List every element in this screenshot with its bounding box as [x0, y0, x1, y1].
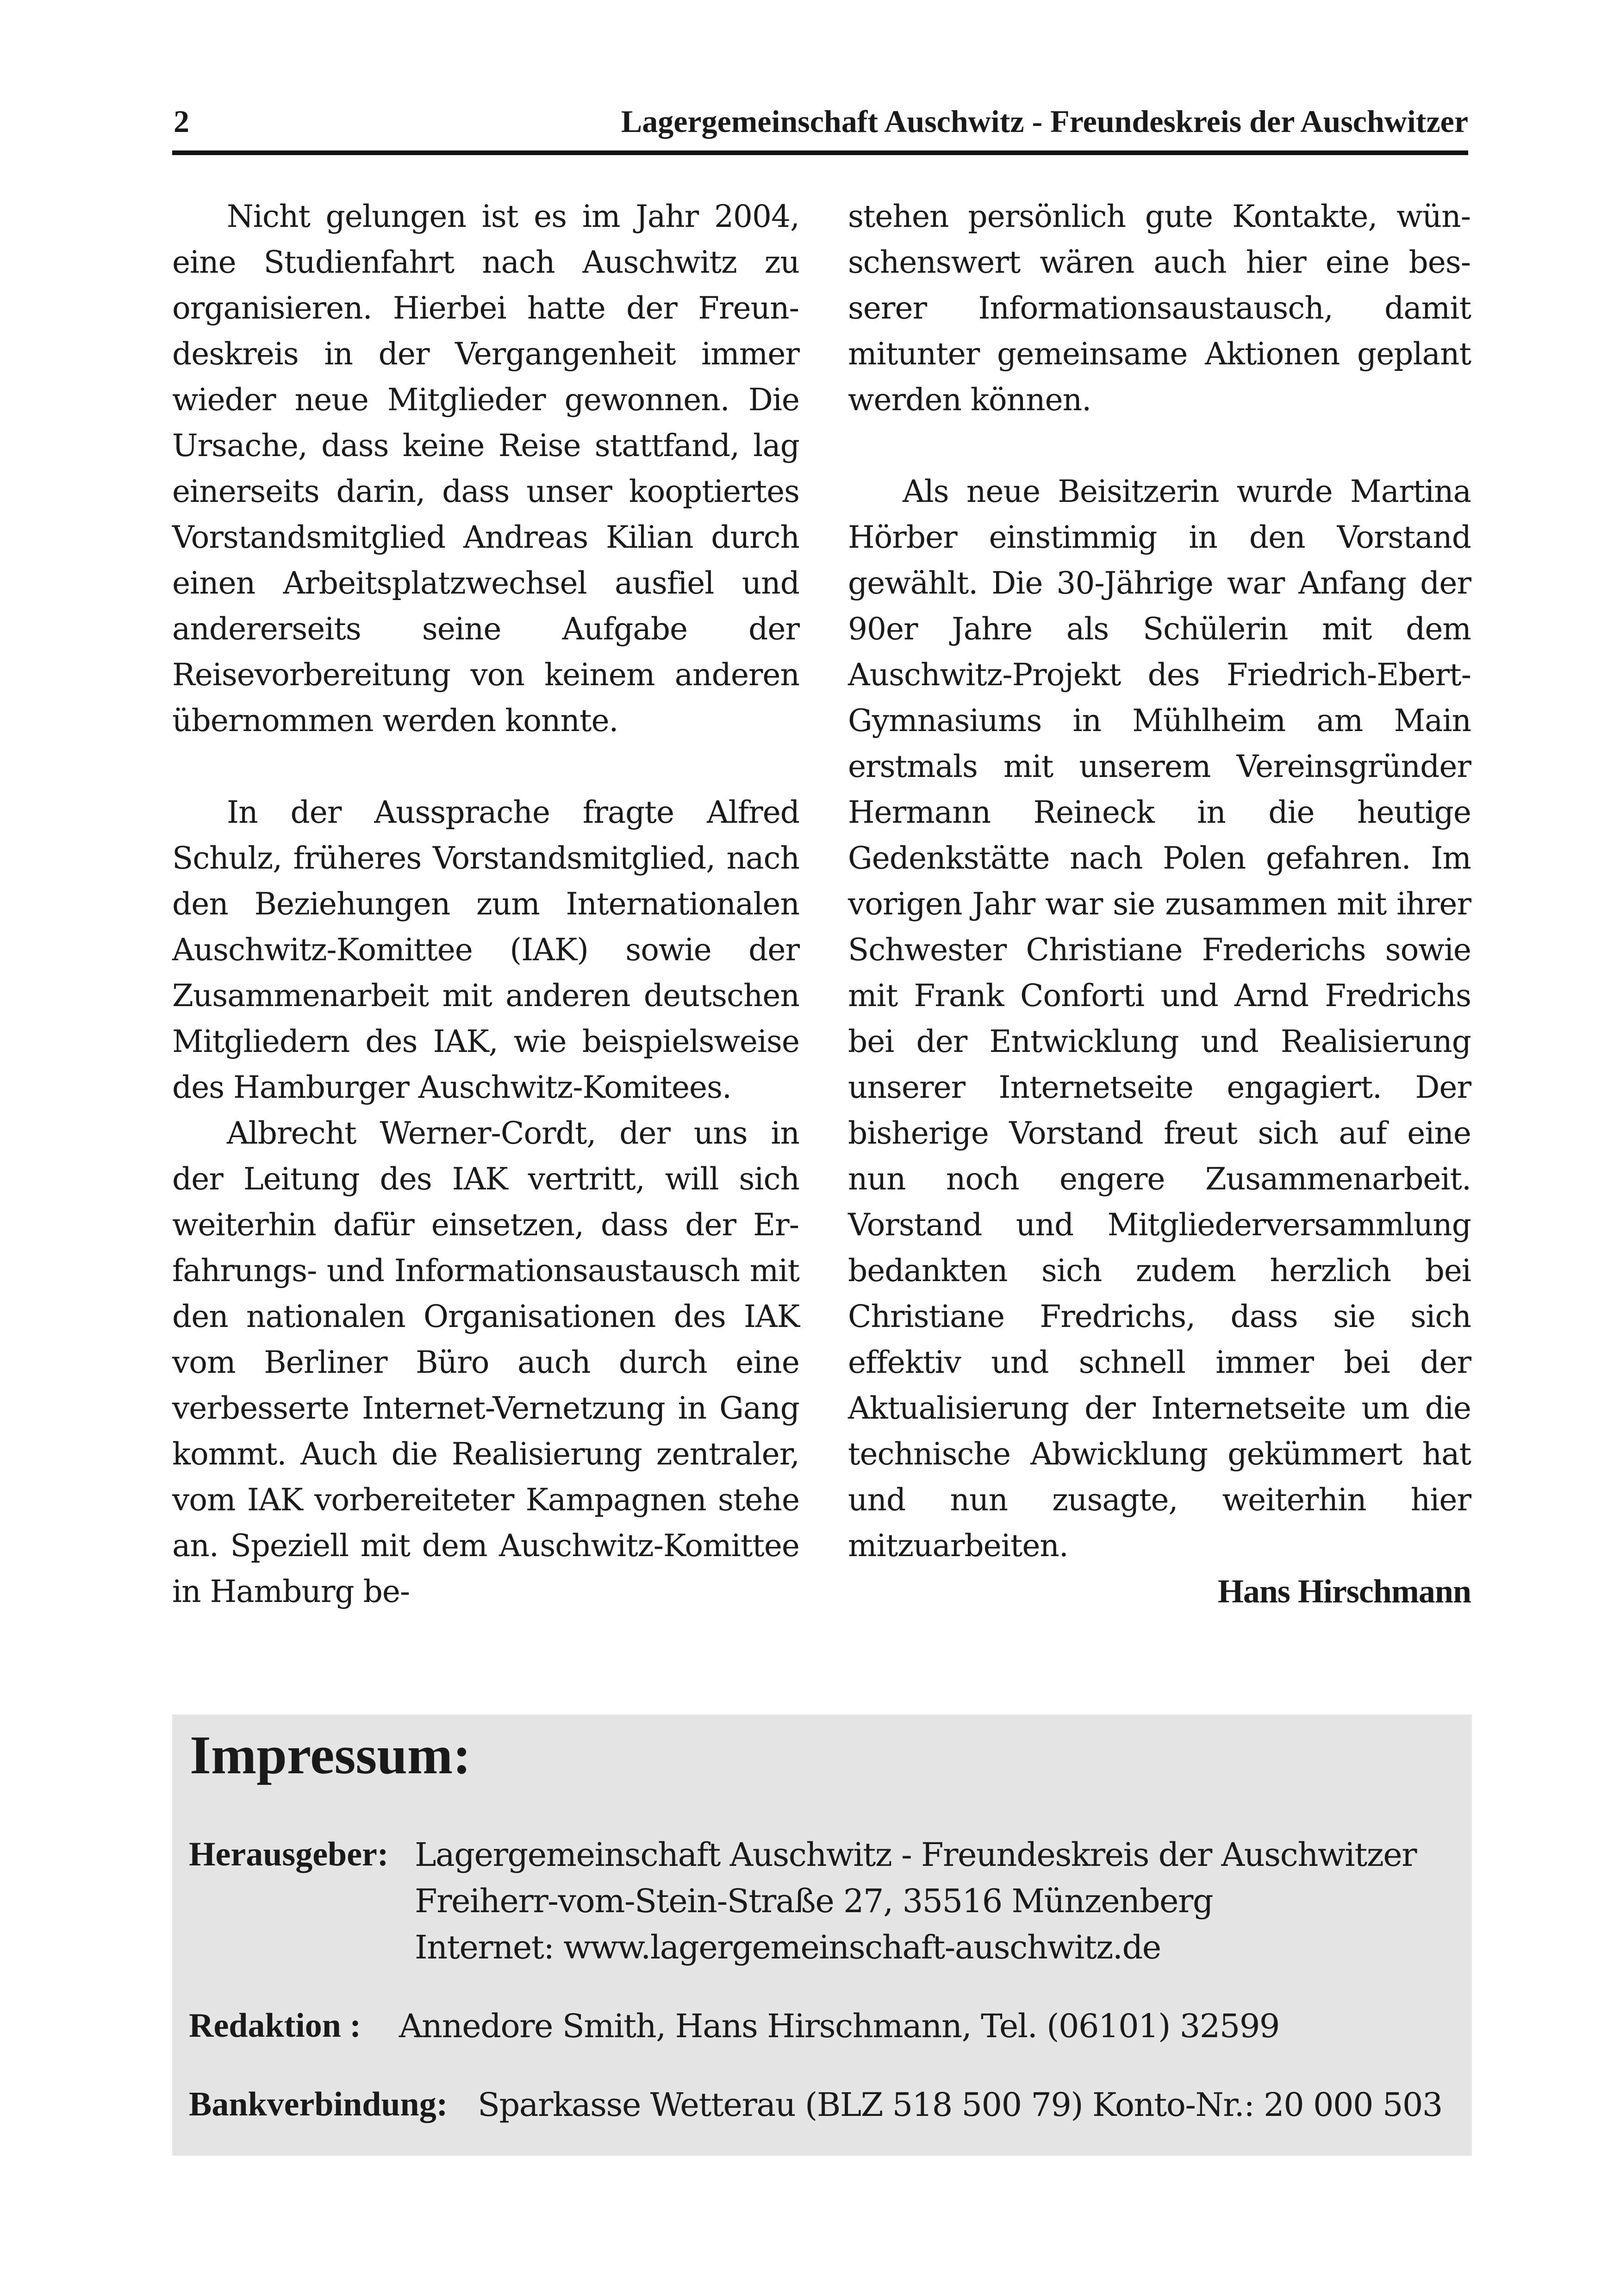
article-right-column	[848, 194, 1471, 1614]
running-title: Lagergemeinschaft Auschwitz - Freundeskreis der Auschwitzer	[621, 104, 1468, 139]
paragraph: Als neue Beisitzerin wurde Martina Hörber einstimmig in den Vorstand gewählt. Die 30-Jährige war Anfang der 90er Jahre als Schülerin mit dem Auschwitz-Projekt des Friedrich-Ebert-Gymnasiums in Mühlheim am Main erstmals mit unserem Vereinsgründer Hermann Reineck in die heutige Gedenkstätte nach Polen gefahren. Im vorigen Jahr war sie zusammen mit ihrer Schwester Christiane Frederichs sowie mit Frank Conforti und Arnd Fredrichs bei der Entwicklung und Realisierung unserer Internetseite engagiert. Der bisherige Vorstand freut sich auf eine nun noch engere Zusammenarbeit. Vorstand und Mitgliederversammlung bedankten sich zudem herzlich bei Christiane Fredrichs, dass sie sich effektiv und schnell immer bei der Aktualisierung der Internetseite um die technische Abwicklung gekümmert hat und nun zusagte, weiterhin hier mitzuarbeiten.	[848, 474, 1471, 1564]
publisher-address: Freiherr-vom-Stein-Straße 27, 35516 Münzenberg	[415, 1882, 1213, 1920]
editorial-label: Redaktion :	[189, 2007, 361, 2045]
impressum-title: Impressum:	[190, 1725, 471, 1785]
editorial-text: Annedore Smith, Hans Hirschmann, Tel. (06101) 32599	[399, 2007, 1279, 2045]
paragraph: stehen persönlich gute Kontakte, wünschenswert wären auch hier eine besserer Informationsaustausch, damit mitunter gemeinsame Aktionen geplant werden können.	[848, 199, 1471, 418]
article-left-column	[172, 194, 799, 1614]
author-signature: Hans Hirschmann	[1217, 1573, 1471, 1610]
bank-text: Sparkasse Wetterau (BLZ 518 500 79) Konto-Nr.: 20 000 503	[478, 2086, 1442, 2124]
paragraph: In der Aussprache fragte Alfred Schulz, früheres Vorstandsmitglied, nach den Beziehungen zum Internationalen Auschwitz-Komittee (IAK) sowie der Zusammenarbeit mit anderen deutschen Mitgliedern des IAK, wie beispielsweise des Hamburger Auschwitz-Komitees.	[172, 795, 799, 1105]
publisher-label: Herausgeber:	[189, 1835, 389, 1873]
publisher-website: Internet: www.lagergemeinschaft-auschwitz.de	[415, 1928, 1161, 1966]
bank-label: Bankverbindung:	[189, 2085, 448, 2123]
page-number: 2	[174, 104, 189, 139]
publisher-name: Lagergemeinschaft Auschwitz - Freundeskreis der Auschwitzer	[415, 1836, 1417, 1874]
impressum-box	[172, 1714, 1472, 2156]
paragraph: Nicht gelungen ist es im Jahr 2004, eine Studienfahrt nach Auschwitz zu organisieren. Hierbei hatte der Freundeskreis in der Vergangenheit immer wieder neue Mitglieder gewonnen. Die Ursache, dass keine Reise stattfand, lag einerseits darin, dass unser kooptiertes Vorstandsmitglied Andreas Kilian durch einen Arbeitsplatzwechsel ausfiel und andererseits seine Aufgabe der Reisevorbereitung von keinem anderen übernommen werden konnte.	[172, 199, 799, 738]
page-header	[172, 95, 1468, 155]
paragraph: Albrecht Werner-Cordt, der uns in der Leitung des IAK vertritt, will sich weiterhin dafür einsetzen, dass der Erfahrungs- und Informationsaustausch mit den nationalen Organisationen des IAK vom Berliner Büro auch durch eine verbesserte Internet-Vernetzung in Gang kommt. Auch die Realisierung zentraler, vom IAK vorbereiteter Kampagnen stehe an. Speziell mit dem Auschwitz-Komittee in Hamburg be-	[172, 1115, 799, 1609]
